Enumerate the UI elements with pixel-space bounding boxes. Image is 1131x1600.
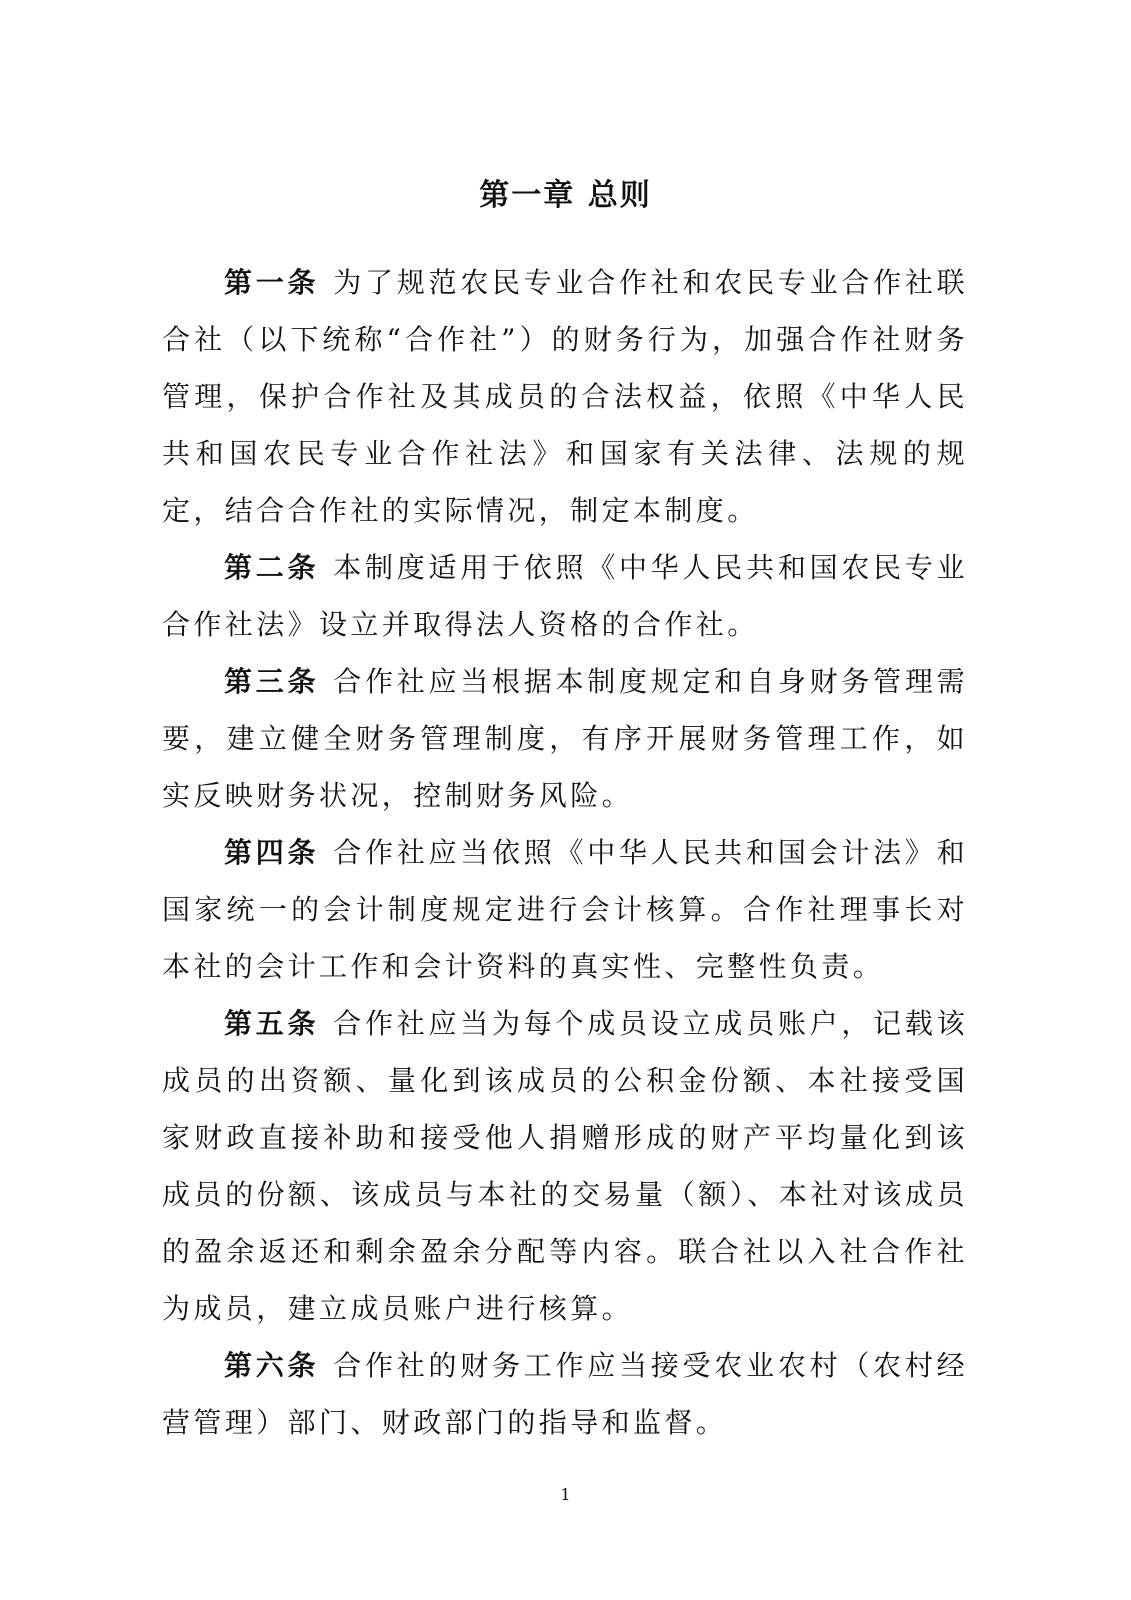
article-text: 为了规范农民专业合作社和农民专业合作社联合社（以下统称“合作社”）的财务行为，加强合作社财务管理，保护合作社及其成员的合法权益，依照《中华人民共和国农民专业合作社法》和国家有关法律、法规的规定，结合合作社的实际情况，制定本制度。 <box>162 266 968 527</box>
article-6 <box>162 1337 968 1451</box>
article-label: 第二条 <box>224 551 320 584</box>
article-label: 第六条 <box>224 1349 320 1382</box>
article-text: 本制度适用于依照《中华人民共和国农民专业合作社法》设立并取得法人资格的合作社。 <box>162 551 968 641</box>
document-body <box>162 254 968 1451</box>
article-3 <box>162 653 968 824</box>
article-1 <box>162 254 968 539</box>
article-label: 第五条 <box>224 1007 320 1040</box>
article-5 <box>162 995 968 1337</box>
chapter-title: 第一章 总则 <box>479 178 652 213</box>
article-label: 第三条 <box>224 665 320 698</box>
article-label: 第四条 <box>224 836 320 869</box>
article-4 <box>162 824 968 995</box>
page-number: 1 <box>560 1485 571 1504</box>
article-text: 合作社应当依照《中华人民共和国会计法》和国家统一的会计制度规定进行会计核算。合作社理事长对本社的会计工作和会计资料的真实性、完整性负责。 <box>162 836 968 983</box>
article-label: 第一条 <box>224 266 320 299</box>
article-text: 合作社的财务工作应当接受农业农村（农村经营管理）部门、财政部门的指导和监督。 <box>162 1349 968 1439</box>
article-text: 合作社应当根据本制度规定和自身财务管理需要，建立健全财务管理制度，有序开展财务管理工作，如实反映财务状况，控制财务风险。 <box>162 665 968 812</box>
article-2 <box>162 539 968 653</box>
article-text: 合作社应当为每个成员设立成员账户，记载该成员的出资额、量化到该成员的公积金份额、本社接受国家财政直接补助和接受他人捐赠形成的财产平均量化到该成员的份额、该成员与本社的交易量（额）、本社对该成员的盈余返还和剩余盈余分配等内容。联合社以入社合作社为成员，建立成员账户进行核算。 <box>162 1007 968 1325</box>
